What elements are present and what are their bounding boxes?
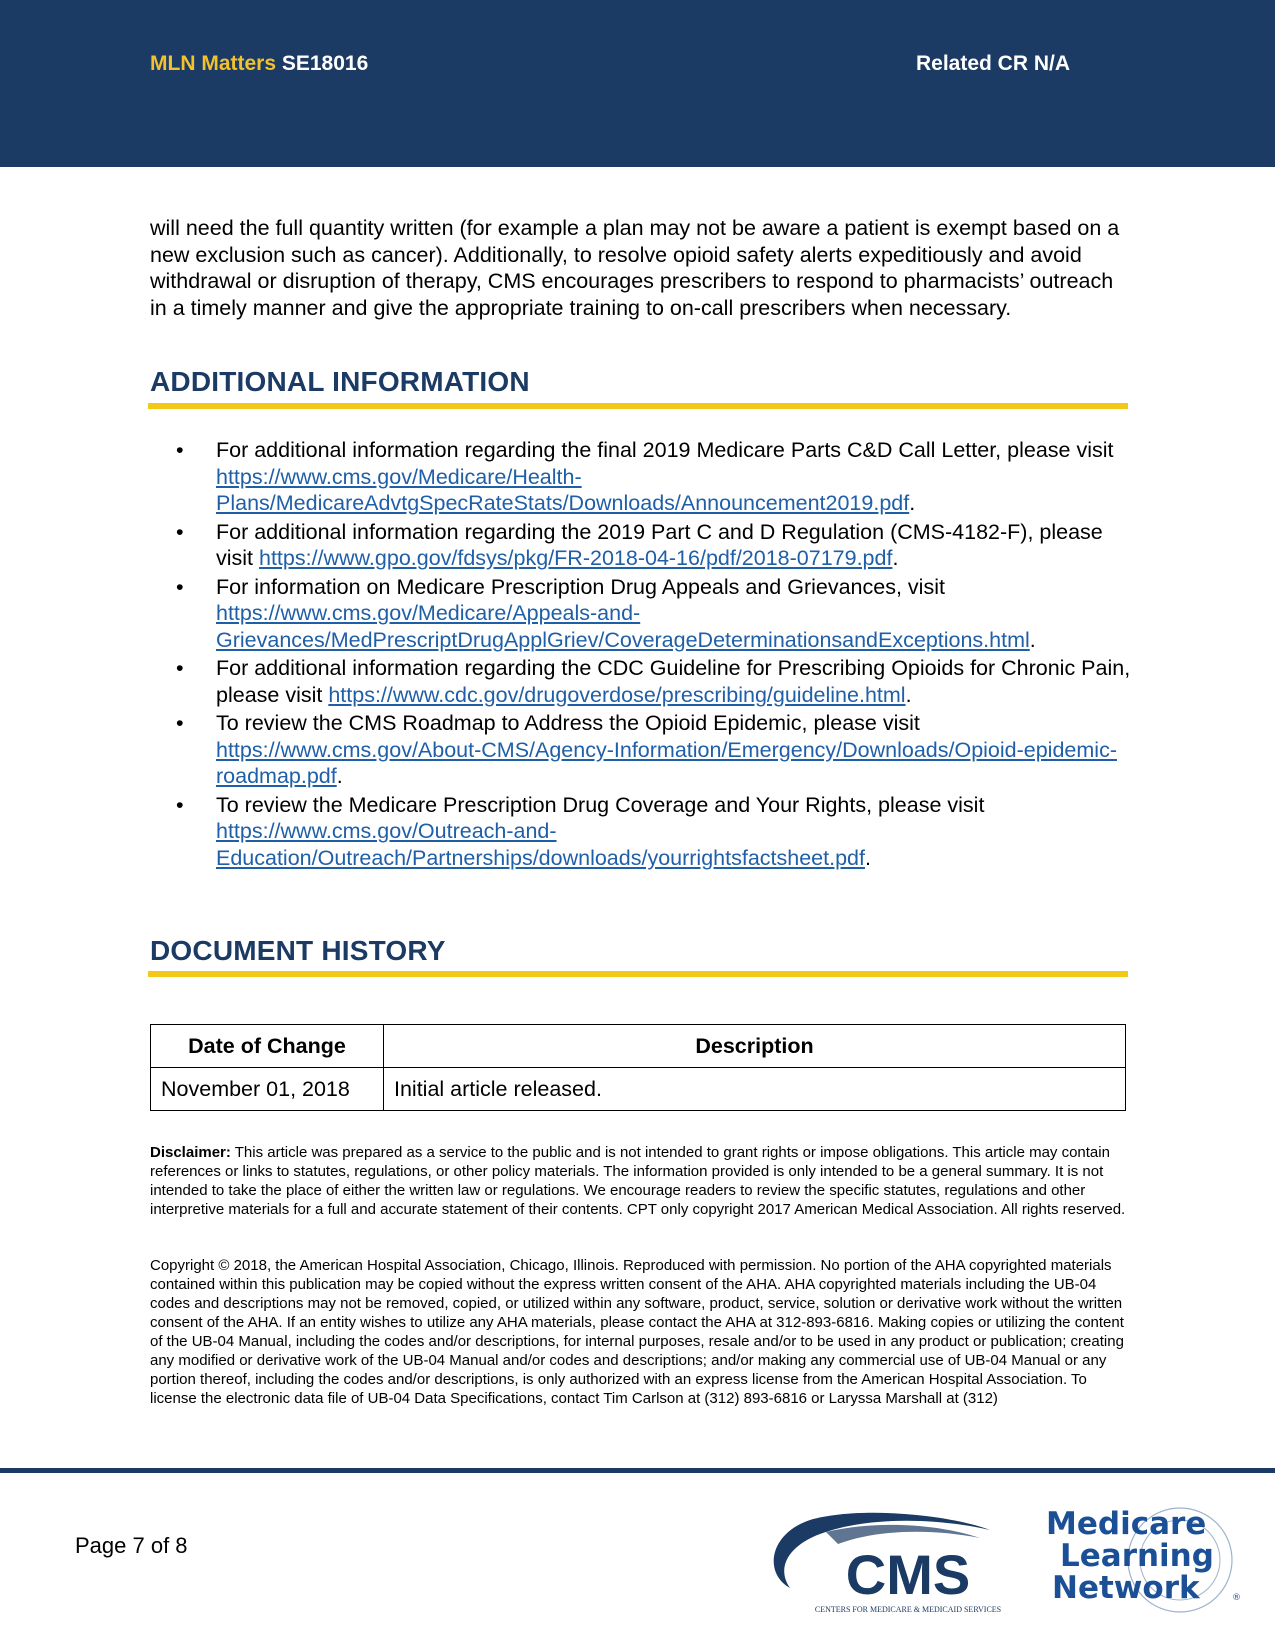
- bullet-icon: •: [176, 656, 184, 680]
- list-item: [150, 437, 1145, 517]
- item-text: To review the Medicare Prescription Drug Coverage and Your Rights, please visit: [216, 792, 985, 817]
- list-item: [150, 792, 1145, 872]
- copyright-paragraph: Copyright © 2018, the American Hospital Association, Chicago, Illinois. Reproduced with permission. No portion of the AHA copyrighted materials contained within this publication may be copied without the express written consent of the AHA. AHA copyrighted materials including the UB-04 codes and descriptions may not be removed, copied, or utilized within any software, product, service, solution or derivative work without the written consent of the AHA. If an entity wishes to utilize any AHA materials, please contact the AHA at 312-893-6816. Making copies or utilizing the content of the UB-04 Manual, including the codes and/or descriptions, for internal purposes, resale and/or to be used in any product or publication; creating any modified or derivative work of the UB-04 Manual and/or codes and descriptions; and/or making any commercial use of UB-04 Manual or any portion thereof, including the codes and/or descriptions, is only authorized with an express license from the American Hospital Association. To license the electronic data file of UB-04 Data Specifications, contact Tim Carlson at (312) 893-6816 or Laryssa Marshall at (312): [150, 1257, 1124, 1407]
- item-text: For additional information regarding the 2019 Part C and D Regulation (CMS-4182-F), please visit: [216, 519, 1103, 570]
- bullet-icon: •: [176, 519, 184, 544]
- additional-information-title: ADDITIONAL INFORMATION: [150, 366, 530, 397]
- mln-matters-label: MLN Matters: [150, 52, 277, 75]
- column-header-date: Date of Change: [151, 1025, 384, 1068]
- bullet-icon: •: [176, 792, 184, 817]
- item-end: .: [1029, 627, 1036, 652]
- item-end: .: [909, 491, 916, 515]
- history-description-cell: Initial article released.: [384, 1068, 1126, 1111]
- article-id: SE18016: [281, 52, 369, 75]
- item-text: For information on Medicare Prescription Drug Appeals and Grievances, visit: [216, 574, 945, 599]
- page-number: Page 7 of 8: [75, 1533, 188, 1558]
- table-row: [151, 1068, 1126, 1111]
- disclaimer-label: Disclaimer:: [150, 1144, 231, 1161]
- item-end: .: [336, 764, 343, 788]
- cms-swoosh-inner-icon: [826, 1525, 980, 1544]
- page-header: [0, 0, 1275, 167]
- cms-logo: [758, 1512, 1016, 1614]
- list-item: [150, 710, 1145, 790]
- section-divider: [148, 403, 1128, 409]
- intro-section: [150, 215, 1135, 321]
- footer-divider: [0, 1468, 1275, 1473]
- related-cr: Related CR N/A: [915, 52, 1070, 75]
- item-text: For additional information regarding the CDC Guideline for Prescribing Opioids for Chronic Pain, please visit: [216, 656, 1131, 707]
- disclaimer-paragraph: [150, 1143, 1130, 1219]
- your-rights-link[interactable]: https://www.cms.gov/Outreach-and-Education/Outreach/Partnerships/downloads/yourrightsfactsheet.pdf: [216, 819, 865, 870]
- item-text: To review the CMS Roadmap to Address the Opioid Epidemic, please visit: [216, 711, 920, 735]
- mln-logo-line3: Network: [1052, 1570, 1200, 1606]
- table-header-row: [151, 1025, 1126, 1068]
- list-item: [150, 655, 1145, 708]
- list-item: [150, 519, 1145, 572]
- item-end: .: [892, 546, 899, 570]
- list-item: [150, 574, 1145, 654]
- header-left: [150, 52, 368, 76]
- disclaimer-text: This article was prepared as a service to the public and is not intended to grant rights or impose obligations. This article may contain references or links to statutes, regulations, or other policy materials. The information provided is only intended to be a general summary. It is not intended to take the place of either the written law or regulations. We encourage readers to review the specific statutes, regulations and other interpretive materials for a full and accurate statement of their contents. CPT only copyright 2017 American Medical Association. All rights reserved.: [150, 1144, 1126, 1218]
- appeals-grievances-link[interactable]: https://www.cms.gov/Medicare/Appeals-and-Grievances/MedPrescriptDrugApplGriev/CoverageDeterminationsandExceptions.html: [216, 601, 1030, 652]
- bullet-icon: •: [176, 574, 184, 599]
- additional-information-list: [150, 437, 1145, 873]
- document-history-table: [150, 1024, 1126, 1111]
- mln-logo: [1042, 1500, 1242, 1615]
- item-end: .: [905, 682, 912, 707]
- item-end: .: [864, 845, 871, 870]
- cms-tagline: CENTERS FOR MEDICARE & MEDICAID SERVICES: [814, 1605, 1002, 1614]
- intro-paragraph: will need the full quantity written (for example a plan may not be aware a patient is exempt based on a new exclusion such as cancer). Additionally, to resolve opioid safety alerts expeditiously and avoid withdrawal or disruption of therapy, CMS encourages prescribers to respond to pharmacists’ outreach in a timely manner and give the appropriate training to on-call prescribers when necessary.: [150, 216, 1120, 320]
- call-letter-link[interactable]: https://www.cms.gov/Medicare/Health-Plans/MedicareAdvtgSpecRateStats/Downloads/Announcement2019.pdf: [216, 464, 910, 515]
- opioid-roadmap-link[interactable]: https://www.cms.gov/About-CMS/Agency-Information/Emergency/Downloads/Opioid-epidemic-roadmap.pdf: [216, 737, 1117, 788]
- mln-logo-line2: Learning: [1060, 1538, 1214, 1574]
- bullet-icon: •: [176, 711, 184, 735]
- item-text: For additional information regarding the final 2019 Medicare Parts C&D Call Letter, please visit: [216, 438, 1114, 462]
- cdc-guideline-link[interactable]: https://www.cdc.gov/drugoverdose/prescribing/guideline.html: [328, 682, 906, 707]
- document-history-title: DOCUMENT HISTORY: [150, 935, 446, 966]
- mln-logo-line1: Medicare: [1046, 1506, 1207, 1542]
- section-divider: [148, 971, 1128, 977]
- bullet-icon: •: [176, 438, 184, 462]
- regulation-link[interactable]: https://www.gpo.gov/fdsys/pkg/FR-2018-04-16/pdf/2018-07179.pdf: [259, 546, 893, 570]
- cms-logo-text: CMS: [845, 1543, 971, 1606]
- history-date-cell: November 01, 2018: [151, 1068, 384, 1111]
- registered-mark: ®: [1232, 1593, 1241, 1603]
- column-header-description: Description: [384, 1025, 1126, 1068]
